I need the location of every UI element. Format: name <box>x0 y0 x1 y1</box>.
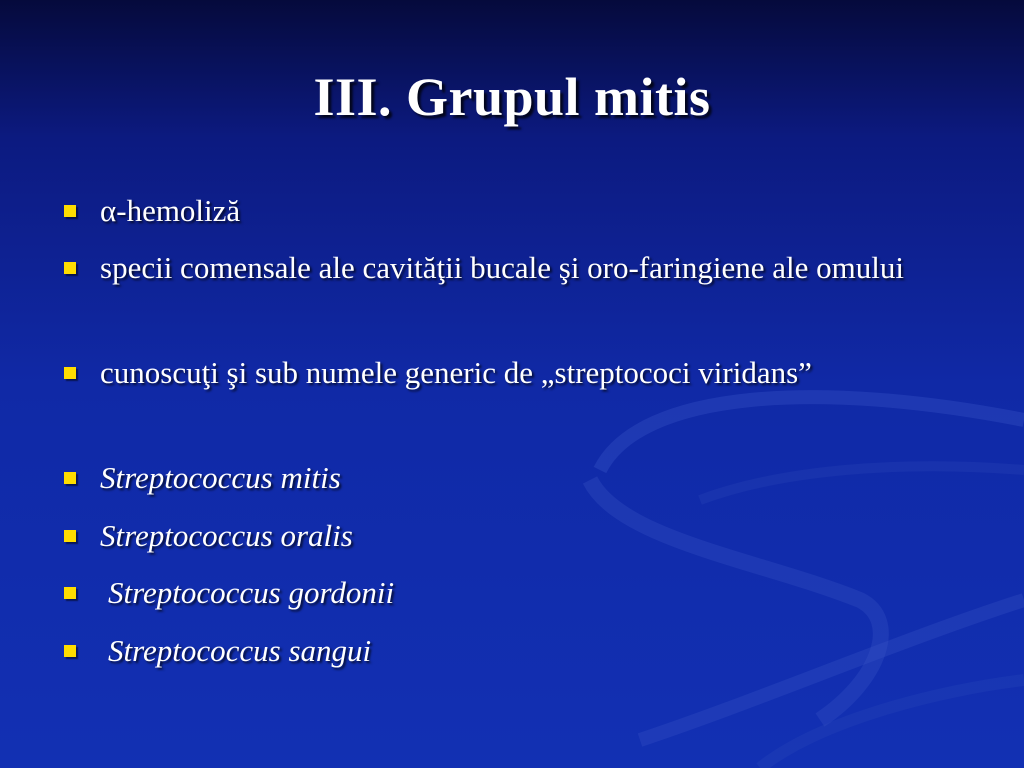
square-bullet-icon <box>64 367 76 379</box>
bullet-text: cunoscuţi şi sub numele generic de „streptococi viridans” <box>100 355 812 390</box>
bullet-text-species: Streptococcus gordonii <box>108 575 395 610</box>
bullet-text: α-hemoliză <box>100 193 241 228</box>
bullet-text-species: Streptococcus mitis <box>100 460 341 495</box>
square-bullet-icon <box>64 205 76 217</box>
square-bullet-icon <box>64 587 76 599</box>
square-bullet-icon <box>64 645 76 657</box>
slide-title: III. Grupul mitis <box>313 67 711 127</box>
bullet-text-species: Streptococcus sangui <box>108 633 372 668</box>
square-bullet-icon <box>64 530 76 542</box>
square-bullet-icon <box>64 472 76 484</box>
bullet-text: specii comensale ale cavităţii bucale şi oro-faringiene ale omului <box>100 250 904 285</box>
bullet-text-species: Streptococcus oralis <box>100 518 353 553</box>
square-bullet-icon <box>64 262 76 274</box>
